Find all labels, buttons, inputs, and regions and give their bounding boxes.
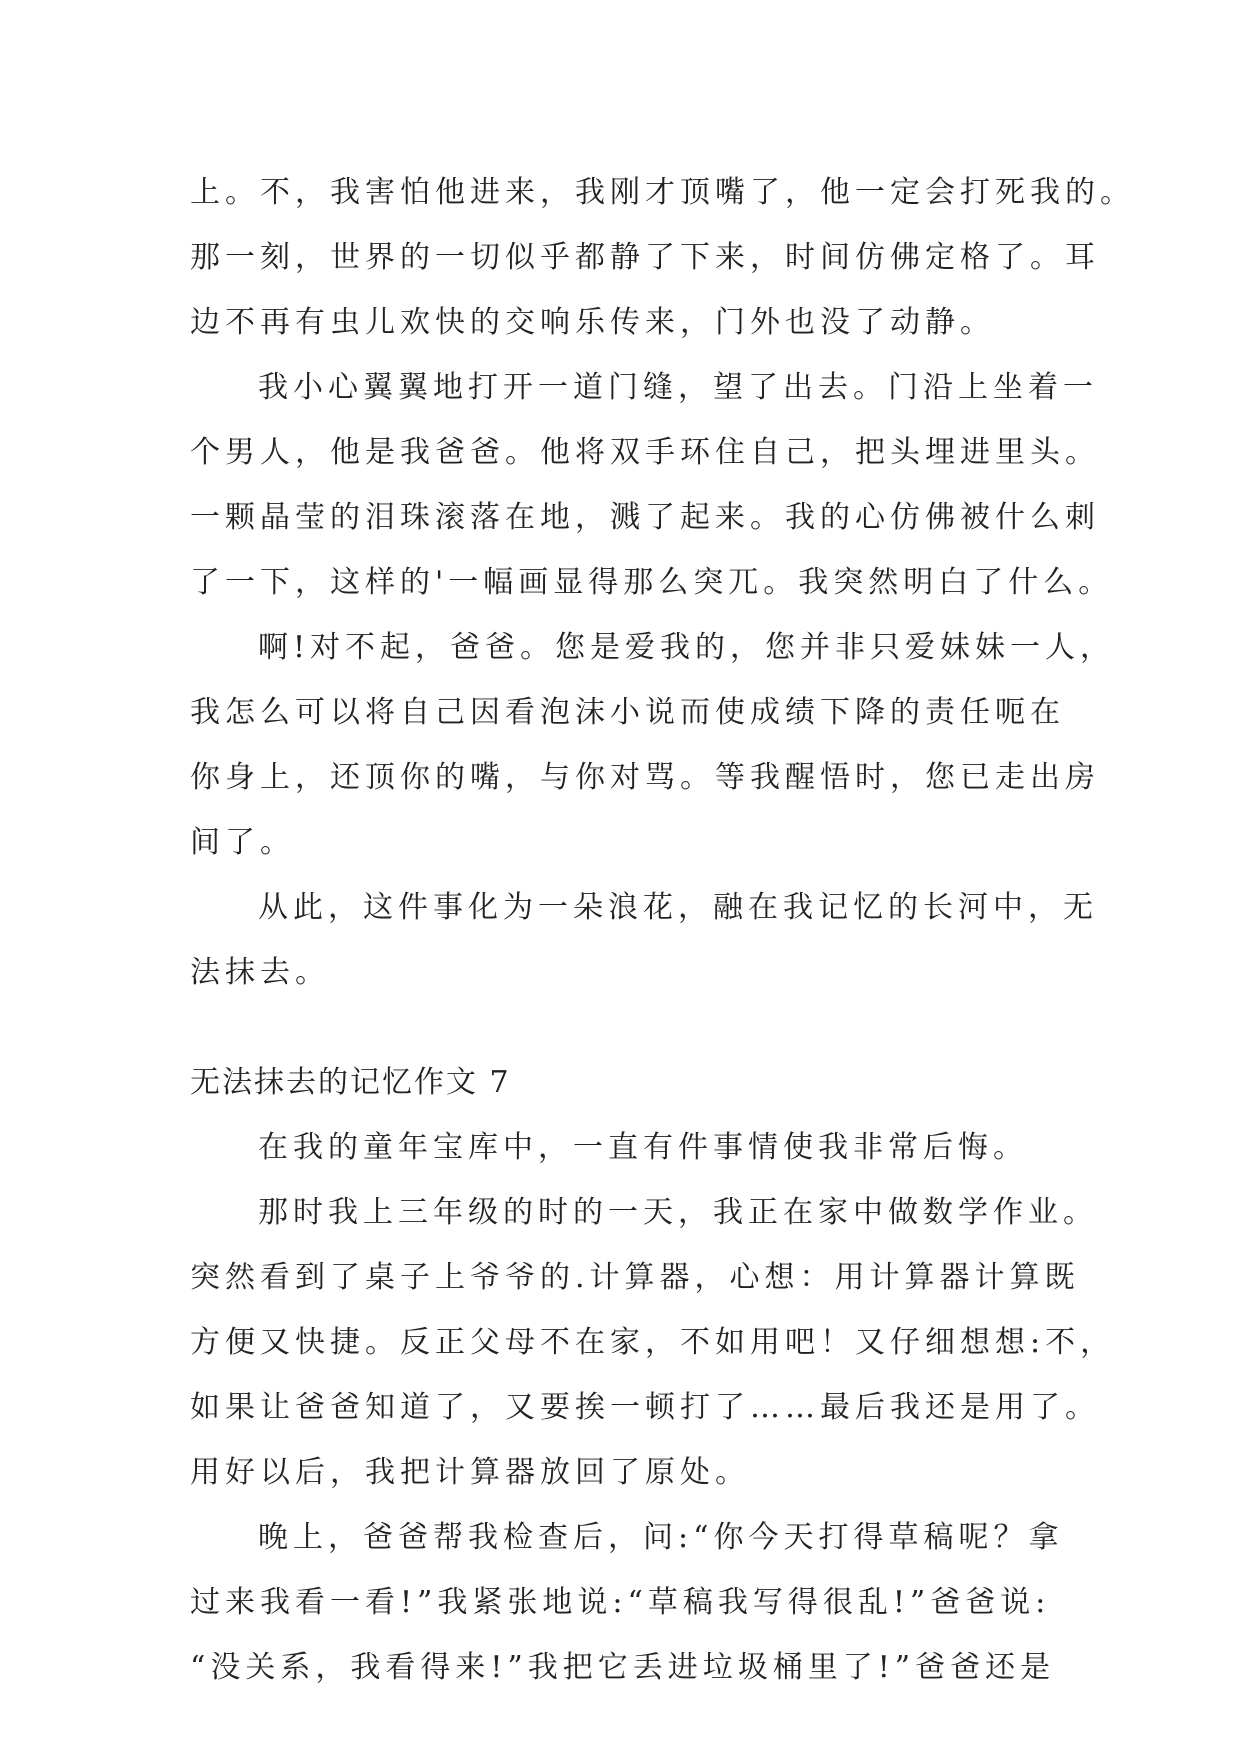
text-line: 那一刻，世界的一切似乎都静了下来，时间仿佛定格了。耳: [190, 240, 1100, 275]
text-line: 边不再有虫儿欢快的交响乐传来，门外也没了动静。: [190, 305, 995, 340]
text-line: 如果让爸爸知道了，又要挨一顿打了……最后我还是用了。: [190, 1390, 1100, 1425]
section-gap: [190, 1005, 1090, 1050]
text-line: 间了。: [190, 825, 295, 860]
paragraph-start-line: 从此，这件事化为一朵浪花，融在我记忆的长河中，无: [258, 890, 1098, 925]
paragraph-start-line: 那时我上三年级的时的一天，我正在家中做数学作业。: [258, 1195, 1098, 1230]
text-line: 我怎么可以将自己因看泡沫小说而使成绩下降的责任呃在: [190, 695, 1065, 730]
section-title: 无法抹去的记忆作文 7: [190, 1065, 511, 1100]
paragraph-start-line: 晚上，爸爸帮我检查后，问:“你今天打得草稿呢？拿: [258, 1520, 1064, 1555]
text-line: 法抹去。: [190, 955, 330, 990]
text-line: 一颗晶莹的泪珠滚落在地，溅了起来。我的心仿佛被什么刺: [190, 500, 1100, 535]
document-body: [190, 160, 1135, 1700]
text-line: 个男人，他是我爸爸。他将双手环住自己，把头埋进里头。: [190, 435, 1100, 470]
text-line: 过来我看一看!”我紧张地说:“草稿我写得很乱!”爸爸说:: [190, 1585, 1051, 1620]
paragraph-start-line: 在我的童年宝库中，一直有件事情使我非常后悔。: [258, 1130, 1028, 1165]
paragraph-start-line: 啊!对不起，爸爸。您是爱我的，您并非只爱妹妹一人，: [258, 630, 1116, 665]
text-line: 上。不，我害怕他进来，我刚才顶嘴了，他一定会打死我的。: [190, 175, 1135, 210]
text-line: 了一下，这样的'一幅画显得那么突兀。我突然明白了什么。: [190, 565, 1114, 600]
text-line: 你身上，还顶你的嘴，与你对骂。等我醒悟时，您已走出房: [190, 760, 1100, 795]
text-line: “没关系，我看得来!”我把它丢进垃圾桶里了!”爸爸还是: [190, 1650, 1056, 1685]
text-line: 突然看到了桌子上爷爷的.计算器，心想：用计算器计算既: [190, 1260, 1080, 1295]
text-line: 方便又快捷。反正父母不在家，不如用吧！又仔细想想:不，: [190, 1325, 1116, 1360]
text-line: 用好以后，我把计算器放回了原处。: [190, 1455, 750, 1490]
paragraph-start-line: 我小心翼翼地打开一道门缝，望了出去。门沿上坐着一: [258, 370, 1098, 405]
